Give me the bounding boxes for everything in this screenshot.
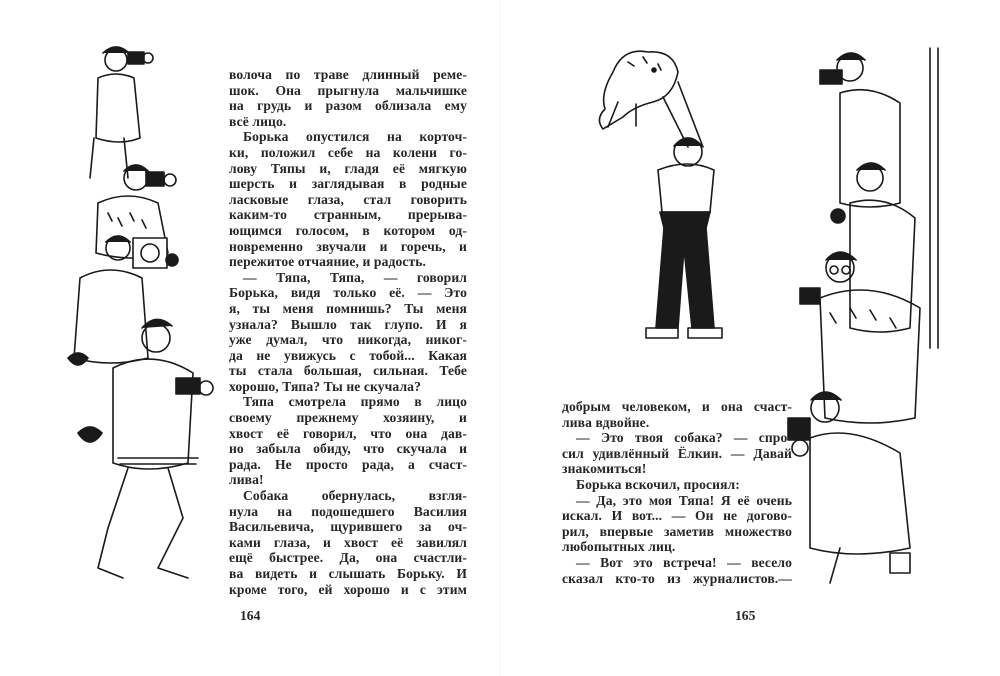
photographer-figure: [788, 392, 910, 583]
text-line: Борька опустился на корточ-: [243, 129, 467, 145]
right-page-text: [562, 399, 792, 586]
left-page-text: [229, 67, 467, 597]
photographer-figure: [68, 236, 178, 365]
text-line: хорошо, Тяпа? Ты не скучала?: [229, 378, 421, 394]
paragraph: [229, 394, 467, 488]
text-line: узнала? Вышло так глупо. И я: [229, 316, 467, 332]
text-line: лива вдвойне.: [562, 414, 650, 430]
photographer-figure: [831, 163, 915, 332]
text-line: ками глаза, и хвост её завилял: [229, 534, 467, 550]
book-gutter: [499, 0, 501, 676]
text-line: Васильевича, щурившего за оч-: [229, 519, 467, 535]
paragraph: [562, 477, 792, 493]
text-line: сказал кто-то из журналистов.—: [562, 570, 792, 586]
wall-edge: [930, 48, 938, 348]
text-line: ласковые глаза, стал говорить: [229, 191, 467, 207]
dog-figure: [599, 51, 678, 129]
text-line: нула на подошедшего Василия: [229, 503, 467, 519]
text-line: шок. Она прыгнула мальчишке: [229, 82, 467, 98]
text-line: да не увижусь с тобой... Какая: [229, 347, 467, 363]
illustration-boy-with-dog: [588, 42, 733, 357]
text-line: каким-то странным, прерыва-: [229, 207, 467, 223]
text-line: я, ты меня помнишь? Ты меня: [229, 300, 467, 316]
paragraph: [562, 430, 792, 477]
text-line: на грудь и разом облизала ему: [229, 98, 467, 114]
illustration-photographers-left: [58, 38, 220, 593]
text-line: — Это твоя собака? — спро-: [576, 430, 792, 446]
text-line: Собака обернулась, взгля-: [243, 488, 467, 504]
page-number-right: 165: [735, 608, 756, 623]
text-line: любопытных лиц.: [562, 539, 676, 555]
page-number-left: 164: [240, 608, 261, 623]
paragraph: [229, 488, 467, 597]
text-line: — Вот это встреча! — весело: [576, 554, 792, 570]
text-line: своему прежнему хозяину, и: [229, 410, 467, 426]
text-line: ещё быстрее. Да, она счастли-: [229, 550, 467, 566]
text-line: Тяпа смотрела прямо в лицо: [243, 394, 467, 410]
paragraph: [229, 129, 467, 269]
text-line: пережитое отчаяние, и радость.: [229, 254, 427, 270]
text-line: кроме того, ей хорошо и с этим: [229, 581, 467, 597]
text-line: уже думал, что никогда, никог-: [229, 332, 467, 348]
text-line: — Тяпа, Тяпа, — говорил: [243, 269, 467, 285]
text-line: Борька, видя только её. — Это: [229, 285, 467, 301]
photographer-figure: [90, 47, 153, 178]
boy-figure: [646, 82, 722, 338]
text-line: но забыла обиду, что скучала и: [229, 441, 467, 457]
text-line: сил удивлённый Ёлкин. — Давай: [562, 445, 792, 461]
text-line: волоча по траве длинный реме-: [229, 67, 467, 82]
text-line: ющимся голосом, в котором од-: [229, 222, 467, 238]
text-line: Борька вскочил, просиял:: [576, 476, 740, 492]
paragraph: [562, 555, 792, 586]
text-line: искал. И вот... — Он не догово-: [562, 508, 792, 524]
paragraph: [562, 399, 792, 430]
text-line: рада. Не просто рада, а счаст-: [229, 456, 467, 472]
text-line: новременно звучали и горечь, и: [229, 238, 467, 254]
illustration-photographers-right: [780, 38, 948, 593]
text-line: — Да, это моя Тяпа! Я её очень: [576, 492, 792, 508]
text-line: шерсть и заглядывая в родные: [229, 176, 467, 192]
text-line: лову Тяпы и, гладя её мягкую: [229, 160, 467, 176]
paragraph: [562, 493, 792, 555]
text-line: добрым человеком, и она счаст-: [562, 399, 792, 414]
text-line: ва видеть и слышать Борьку. И: [229, 566, 467, 581]
paragraph: [229, 270, 467, 395]
text-line: всё лицо.: [229, 113, 287, 129]
text-line: знакомиться!: [562, 461, 647, 477]
text-line: хвост её говорил, что она дав-: [229, 425, 467, 441]
text-line: рил, впервые заметив множество: [562, 523, 792, 539]
paragraph: [229, 67, 467, 129]
text-line: лива!: [229, 472, 264, 488]
text-line: ки, положил себе на колени го-: [229, 144, 467, 160]
text-line: ты стала большая, сильная. Тебе: [229, 363, 467, 379]
photographer-figure: [820, 53, 900, 207]
